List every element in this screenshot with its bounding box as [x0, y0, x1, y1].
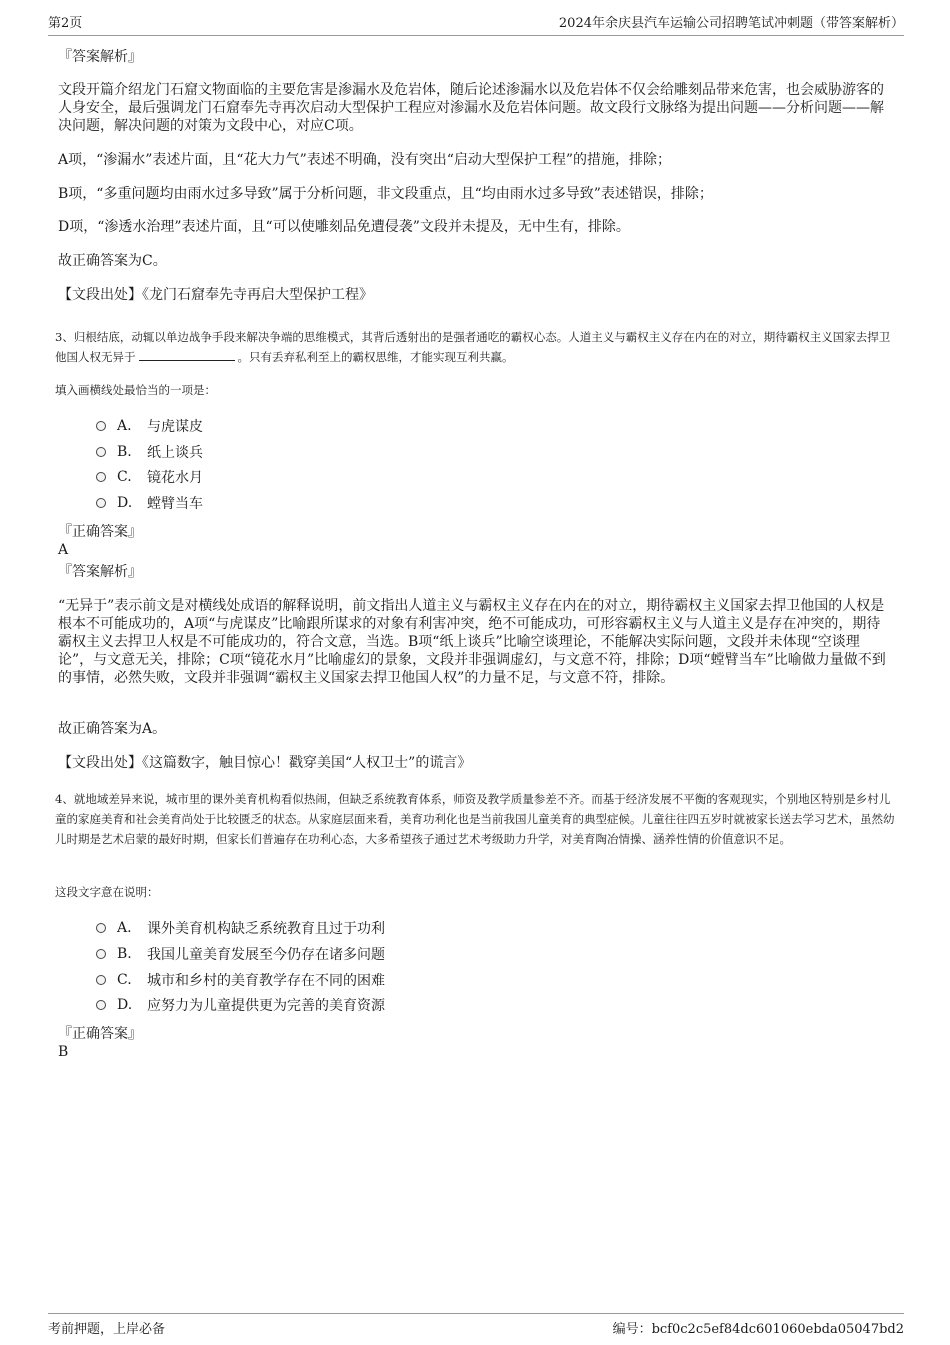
radio-icon[interactable] — [96, 498, 106, 508]
radio-icon[interactable] — [96, 949, 106, 959]
page-number: 第2页 — [48, 16, 83, 31]
blank-line — [139, 348, 235, 361]
q3-answer-title: 『正确答案』 — [58, 524, 142, 540]
q4-prompt: 这段文字意在说明： — [55, 885, 159, 899]
q3-source: 【文段出处】《这篇数字，触目惊心！戳穿美国“人权卫士”的谎言》 — [58, 755, 472, 771]
q2-analysis-title: 『答案解析』 — [58, 49, 142, 65]
radio-icon[interactable] — [96, 923, 106, 933]
q3-answer: A — [58, 542, 69, 558]
radio-icon[interactable] — [96, 421, 106, 431]
q4-answer-title: 『正确答案』 — [58, 1026, 142, 1042]
q4-option-b[interactable]: B. 我国儿童美育发展至今仍存在诸多问题 — [96, 944, 385, 964]
q2-analysis-a: A项，“渗漏水”表述片面，且“花大力气”表述不明确，没有突出“启动大型保护工程”的措施，排除； — [58, 152, 672, 168]
page-header — [48, 12, 904, 36]
radio-icon[interactable] — [96, 447, 106, 457]
q4-option-a[interactable]: A. 课外美育机构缺乏系统教育且过于功利 — [96, 918, 385, 938]
q3-option-b[interactable]: B. 纸上谈兵 — [96, 442, 203, 462]
q2-conclusion: 故正确答案为C。 — [58, 253, 167, 269]
document-code: 编号：bcf0c2c5ef84dc601060ebda05047bd2 — [612, 1322, 904, 1337]
q3-option-c[interactable]: C. 镜花水月 — [96, 467, 203, 487]
q2-analysis-b: B项，“多重问题均由雨水过多导致”属于分析问题，非文段重点，且“均由雨水过多导致”表述错误，排除； — [58, 186, 713, 202]
q4-option-d[interactable]: D. 应努力为儿童提供更为完善的美育资源 — [96, 995, 385, 1015]
q3-option-d[interactable]: D. 螳臂当车 — [96, 493, 203, 513]
radio-icon[interactable] — [96, 975, 106, 985]
radio-icon[interactable] — [96, 1000, 106, 1010]
q3-option-a[interactable]: A. 与虎谋皮 — [96, 416, 203, 436]
q3-analysis-title: 『答案解析』 — [58, 564, 142, 580]
q2-analysis-d: D项，“渗透水治理”表述片面，且“可以使雕刻品免遭侵袭”文段并未提及，无中生有，排除。 — [58, 219, 630, 235]
page-footer — [48, 1313, 904, 1337]
q3-analysis-text: “无异于”表示前文是对横线处成语的解释说明，前文指出人道主义与霸权主义存在内在的对立，期待霸权主义国家去捍卫他国的人权是根本不可能成功的，A项“与虎谋皮”比喻跟所谋求的对象有利害冲突，绝不可能成功，可形容霸权主义与人道主义是存在冲突的，期待霸权主义去捍卫人权是不可能成功的，符合文意，当选。B项“纸上谈兵”比喻空谈理论，不能解决实际问题，文段并未体现“空谈理论”，与文意无关，排除；C项“镜花水月”比喻虚幻的景象，文段并非强调虚幻，与文意不符，排除；D项“螳臂当车”比喻做力量做不到的事情，必然失败，文段并非强调“霸权主义国家去捍卫他国人权”的力量不足，与文意不符，排除。 — [58, 598, 886, 686]
footer-slogan: 考前押题，上岸必备 — [48, 1322, 166, 1337]
q3-conclusion: 故正确答案为A。 — [58, 721, 167, 737]
document-title: 2024年余庆县汽车运输公司招聘笔试冲刺题（带答案解析） — [558, 16, 904, 31]
radio-icon[interactable] — [96, 472, 106, 482]
q2-analysis-text: 文段开篇介绍龙门石窟文物面临的主要危害是渗漏水及危岩体，随后论述渗漏水以及危岩体不仅会给雕刻品带来危害，也会威胁游客的人身安全，最后强调龙门石窟奉先寺再次启动大型保护工程应对渗漏水及危岩体问题。故文段行文脉络为提出问题——分析问题——解决问题，解决问题的对策为文段中心，对应C项。 — [58, 82, 884, 134]
q2-source: 【文段出处】《龙门石窟奉先寺再启大型保护工程》 — [58, 287, 373, 303]
q3-prompt: 填入画横线处最恰当的一项是： — [55, 383, 216, 397]
q3-stem: 3、归根结底，动辄以单边战争手段来解决争端的思维模式，其背后透射出的是强者通吃的霸权心态。人道主义与霸权主义存在内在的对立，期待霸权主义国家去捍卫他国人权无异于 。只有丢弃私利至上的霸权思维，才能实现互利共赢。 — [55, 330, 891, 364]
q4-answer: B — [58, 1044, 69, 1060]
q4-stem: 4、就地域差异来说，城市里的课外美育机构看似热闹，但缺乏系统教育体系，师资及教学质量参差不齐。而基于经济发展不平衡的客观现实，个别地区特别是乡村儿童的家庭美育和社会美育尚处于比较匮乏的状态。从家庭层面来看，美育功利化也是当前我国儿童美育的典型症候。儿童往往四五岁时就被家长送去学习艺术，虽然幼儿时期是艺术启蒙的最好时期，但家长们普遍存在功利心态，大多希望孩子通过艺术考级助力升学，对美育陶冶情操、涵养性情的价值意识不足。 — [55, 792, 895, 846]
q4-option-c[interactable]: C. 城市和乡村的美育教学存在不同的困难 — [96, 970, 385, 990]
